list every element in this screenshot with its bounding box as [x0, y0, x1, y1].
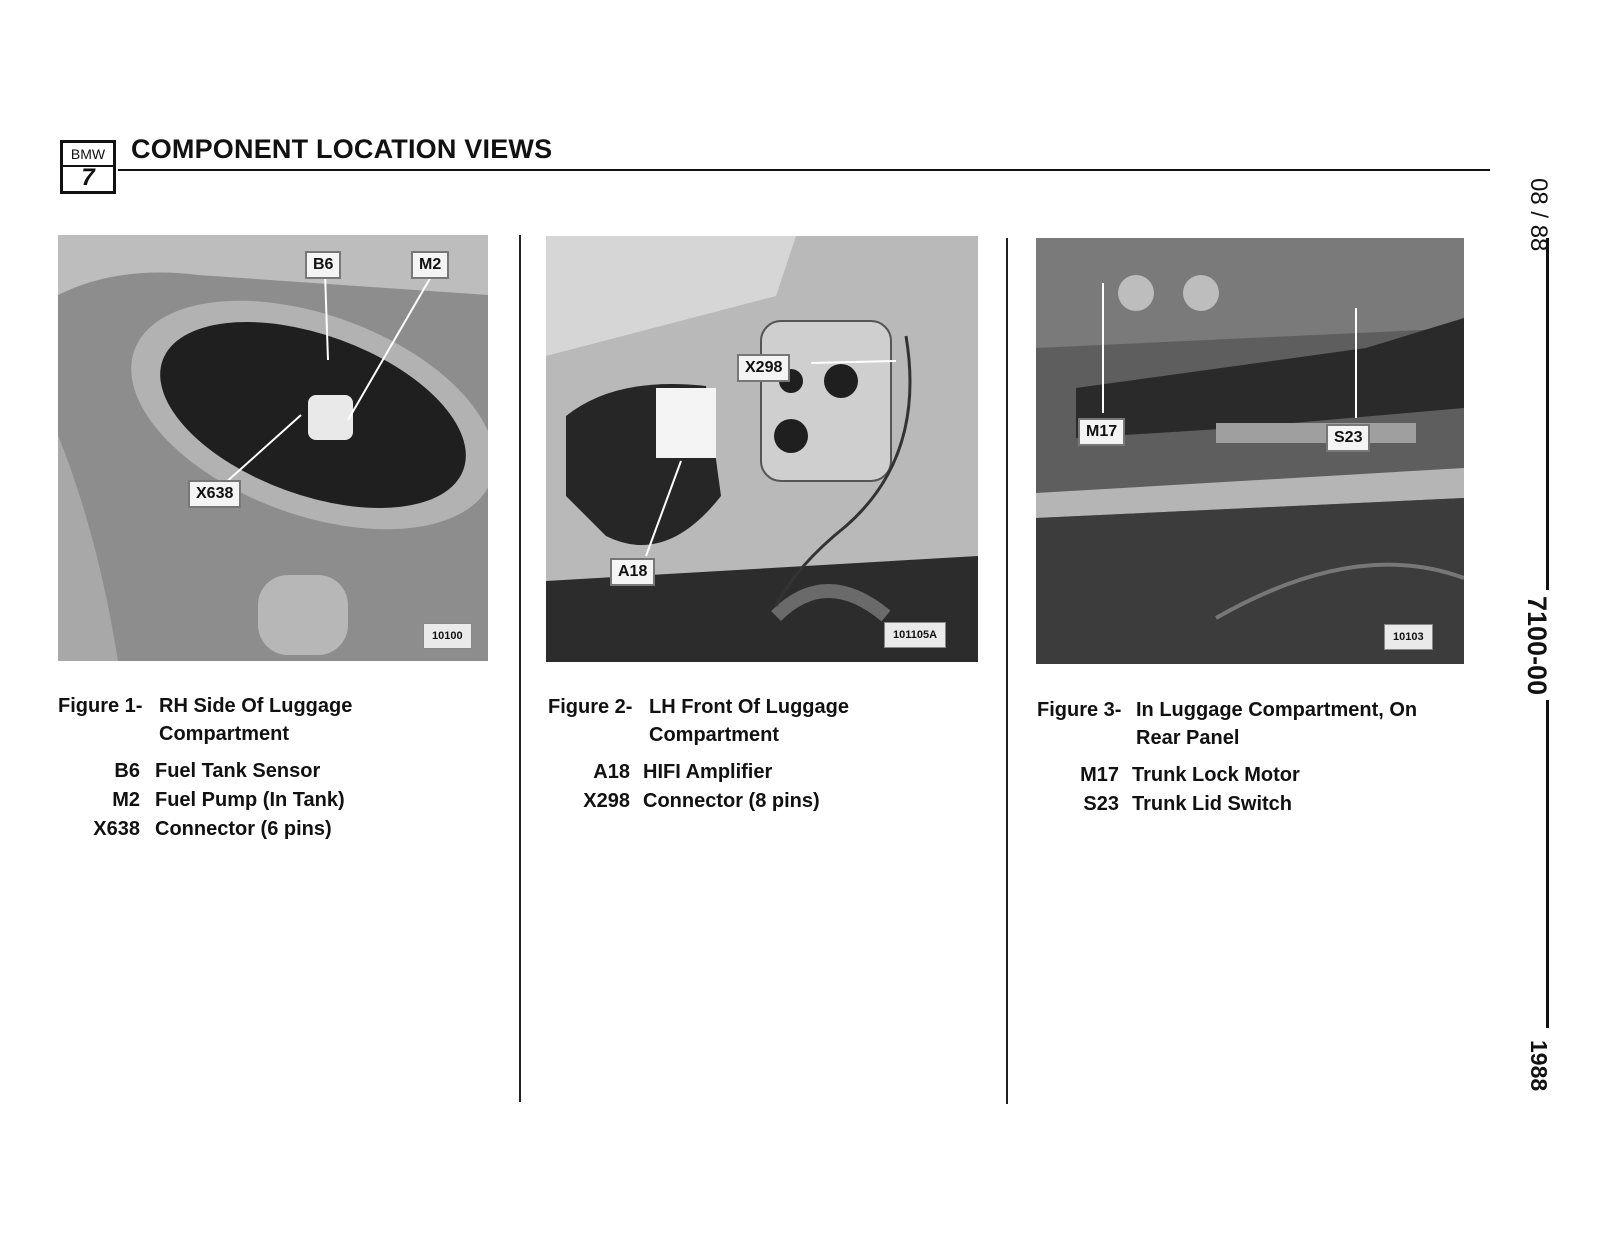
- logo-brand: BMW: [63, 143, 113, 167]
- legend-item: [1037, 764, 1477, 793]
- figure-2-photo: [546, 236, 978, 662]
- figure-label: Figure 1-: [58, 695, 143, 717]
- callout-x298: X298: [737, 354, 790, 382]
- legend-item: [1037, 793, 1477, 822]
- legend-desc: HIFI Amplifier: [643, 761, 773, 783]
- legend-code: A18: [593, 761, 630, 783]
- figure-label: Figure 3-: [1037, 699, 1122, 721]
- legend-code: M2: [112, 789, 140, 811]
- legend-code: X298: [583, 790, 630, 812]
- margin-year: 1988: [1526, 1040, 1552, 1092]
- figure-3-drawing: [1036, 238, 1464, 664]
- figure-1-drawing: [58, 235, 488, 661]
- caption-line: In Luggage Compartment, On: [1136, 699, 1418, 721]
- figure-2-caption: [548, 693, 988, 753]
- legend-desc: Trunk Lock Motor: [1132, 764, 1300, 786]
- margin-rule: [1546, 700, 1549, 1028]
- photo-id: 101105A: [884, 622, 946, 648]
- column-divider: [1006, 238, 1008, 1104]
- legend-desc: Connector (8 pins): [643, 790, 820, 812]
- legend-item: [548, 761, 988, 790]
- figure-1-photo: [58, 235, 488, 661]
- margin-section: 7100-00: [1522, 596, 1552, 696]
- caption-line: RH Side Of Luggage: [159, 695, 353, 717]
- legend-item: [58, 760, 498, 789]
- figure-3-legend: [1037, 764, 1477, 822]
- legend-code: M17: [1080, 764, 1119, 786]
- caption-line: Rear Panel: [1136, 727, 1240, 749]
- legend-desc: Trunk Lid Switch: [1132, 793, 1293, 815]
- legend-item: [548, 790, 988, 819]
- title-rule: [118, 169, 1490, 171]
- callout-b6: B6: [305, 251, 341, 279]
- figure-2-legend: [548, 761, 988, 819]
- callout-m2: M2: [411, 251, 449, 279]
- bmw-7-logo: [60, 140, 116, 194]
- callout-m17: M17: [1078, 418, 1125, 446]
- caption-line: LH Front Of Luggage: [649, 696, 849, 718]
- callout-a18: A18: [610, 558, 655, 586]
- margin-date: 08 / 88: [1525, 178, 1552, 252]
- photo-id: 10103: [1384, 624, 1433, 650]
- caption-line: Compartment: [159, 723, 290, 745]
- legend-code: B6: [114, 760, 140, 782]
- figure-2-drawing: [546, 236, 978, 662]
- legend-item: [58, 818, 498, 847]
- logo-model: 7: [81, 164, 95, 191]
- legend-desc: Connector (6 pins): [155, 818, 332, 840]
- legend-desc: Fuel Pump (In Tank): [155, 789, 345, 811]
- legend-code: S23: [1083, 793, 1119, 815]
- figure-label: Figure 2-: [548, 696, 633, 718]
- figure-3-photo: [1036, 238, 1464, 664]
- photo-id: 10100: [423, 623, 472, 649]
- page-title: COMPONENT LOCATION VIEWS: [131, 134, 553, 164]
- caption-line: Compartment: [649, 724, 780, 746]
- figure-1-legend: [58, 760, 498, 847]
- column-divider: [519, 235, 521, 1102]
- figure-1-caption: [58, 692, 498, 752]
- callout-x638: X638: [188, 480, 241, 508]
- legend-code: X638: [93, 818, 140, 840]
- figure-3-caption: [1037, 696, 1487, 756]
- callout-s23: S23: [1326, 424, 1370, 452]
- margin-rule: [1546, 238, 1549, 590]
- legend-item: [58, 789, 498, 818]
- legend-desc: Fuel Tank Sensor: [155, 760, 321, 782]
